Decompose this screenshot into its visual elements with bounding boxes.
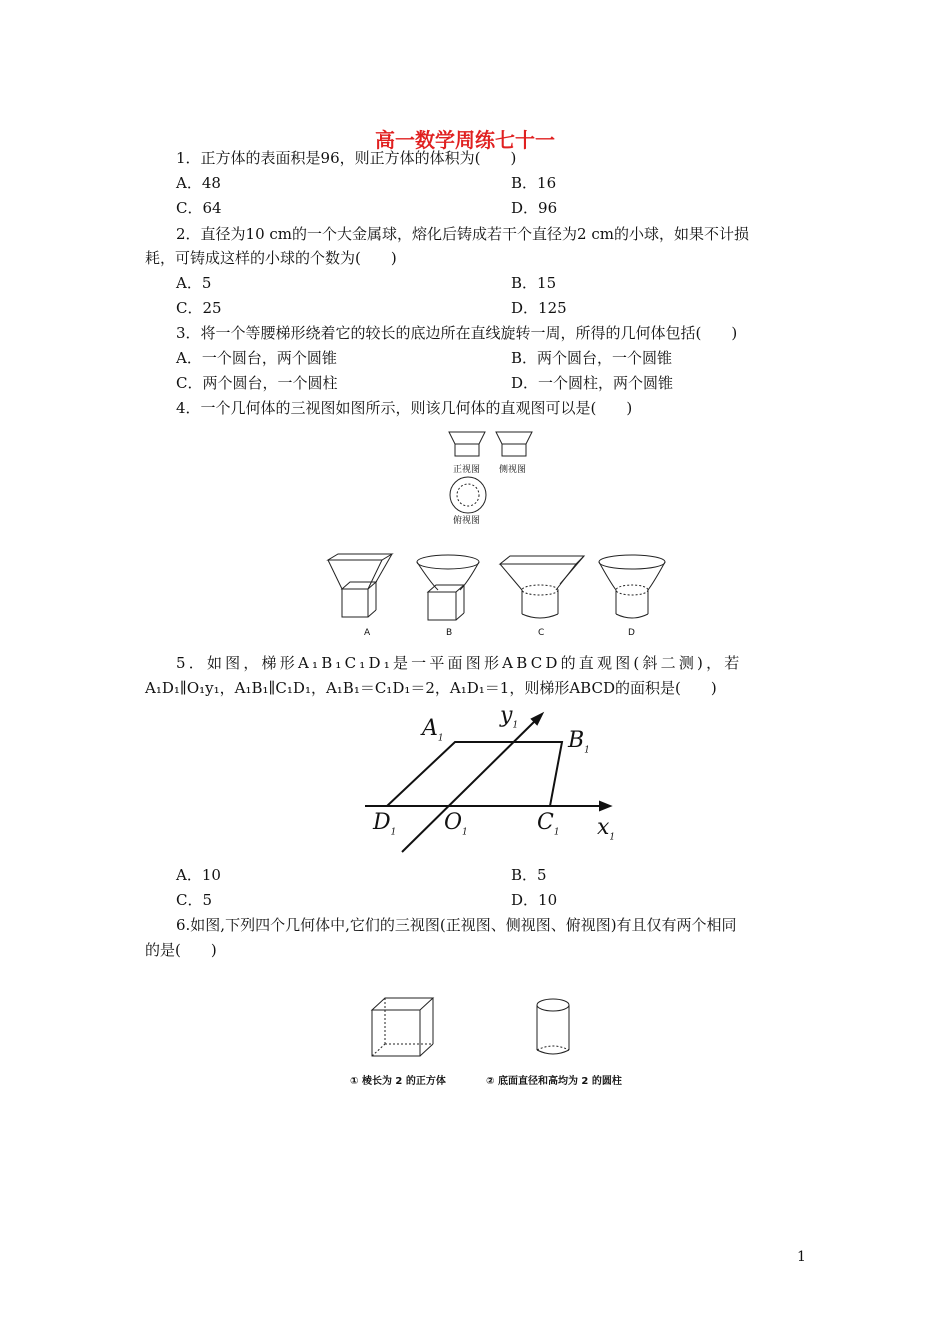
- q5-stem-line2: A₁D₁∥O₁y₁，A₁B₁∥C₁D₁，A₁B₁＝C₁D₁＝2，A₁D₁＝1，则梯形ABCD的面积是( ): [145, 679, 717, 697]
- label-d1: $D_1$: [373, 810, 397, 838]
- q4-choice-figures: [320, 552, 670, 627]
- q4-choice-b-label: B: [446, 628, 453, 638]
- q2-option-b: B．15: [511, 274, 557, 292]
- page-title: 高一数学周练七十一: [375, 128, 555, 152]
- label-y1: $y_1$: [500, 703, 519, 731]
- label-o1: $O_1$: [444, 810, 468, 838]
- q4-choice-d-label: D: [628, 628, 635, 638]
- q2-stem-line2: 耗，可铸成这样的小球的个数为( ): [145, 249, 397, 267]
- q4-side-view-label: 侧视图: [499, 465, 527, 475]
- q4-choice-a-label: A: [364, 628, 371, 638]
- q1-option-d: D．96: [511, 199, 558, 217]
- q5-option-a: A．10: [176, 866, 221, 884]
- q4-top-view-label: 俯视图: [453, 516, 481, 526]
- q2-option-d: D．125: [511, 299, 567, 317]
- label-x1: $x_1$: [597, 815, 616, 843]
- q3-option-d: D．一个圆柱，两个圆锥: [511, 374, 674, 392]
- q4-choice-c-label: C: [538, 628, 545, 638]
- label-a1: $A_1$: [422, 716, 444, 744]
- q4-stem: 4．一个几何体的三视图如图所示，则该几何体的直观图可以是( ): [176, 399, 633, 417]
- q6-stem-line2: 的是( ): [145, 941, 217, 959]
- q5-option-d: D．10: [511, 891, 558, 909]
- q5-stem-line1: 5．如图，梯形A₁B₁C₁D₁是一平面图形ABCD的直观图(斜二测)，若: [176, 654, 743, 672]
- q1-option-a: A．48: [176, 174, 221, 192]
- label-b1: $B_1$: [568, 728, 590, 756]
- q1-option-c: C．64: [176, 199, 222, 217]
- q2-option-c: C．25: [176, 299, 222, 317]
- q1-option-b: B．16: [511, 174, 557, 192]
- q1-stem: 1．正方体的表面积是96，则正方体的体积为( ): [176, 149, 517, 167]
- q5-trapezoid-figure: [360, 700, 630, 860]
- q3-option-a: A．一个圆台，两个圆锥: [176, 349, 337, 367]
- q6-solids-figure: [365, 990, 565, 1060]
- label-c1: $C_1$: [537, 810, 560, 838]
- q3-option-c: C．两个圆台，一个圆柱: [176, 374, 338, 392]
- q6-caption-2: ② 底面直径和高均为 2 的圆柱: [486, 1076, 622, 1087]
- page-number: 1: [797, 1249, 806, 1265]
- q6-caption-1: ① 棱长为 2 的正方体: [350, 1076, 446, 1087]
- q6-stem-line1: 6.如图,下列四个几何体中,它们的三视图(正视图、侧视图、俯视图)有且仅有两个相同: [176, 916, 737, 934]
- q3-option-b: B．两个圆台，一个圆锥: [511, 349, 673, 367]
- q3-stem: 3．将一个等腰梯形绕着它的较长的底边所在直线旋转一周，所得的几何体包括( ): [176, 324, 738, 342]
- q2-stem-line1: 2．直径为10 cm的一个大金属球，熔化后铸成若干个直径为2 cm的小球，如果不计损: [176, 225, 749, 243]
- q5-option-b: B．5: [511, 866, 547, 884]
- q4-front-view-label: 正视图: [453, 465, 481, 475]
- q5-option-c: C．5: [176, 891, 213, 909]
- q2-option-a: A．5: [176, 274, 212, 292]
